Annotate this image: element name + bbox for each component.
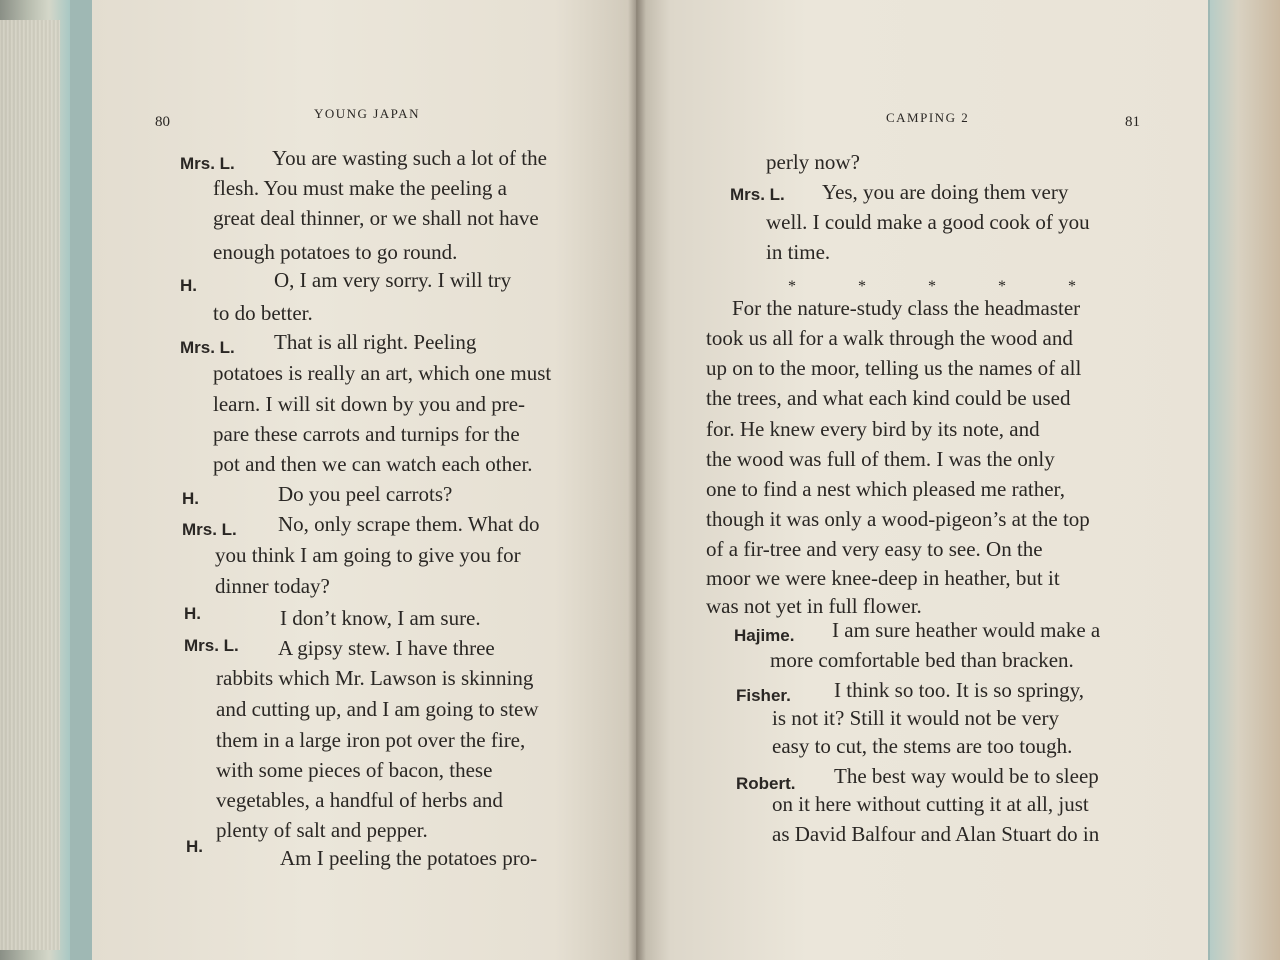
speaker-label: Mrs. L. [182,520,237,539]
text-line: A gipsy stew. I have three [278,636,495,660]
text-line: dinner today? [215,574,330,598]
text-line: to do better. [213,301,313,325]
text-line: well. I could make a good cook of you [766,210,1090,234]
right-page [636,0,1208,960]
text-line: more comfortable bed than bracken. [770,648,1074,672]
text-line: potatoes is really an art, which one must [213,361,552,385]
text-line: easy to cut, the stems are too tough. [772,734,1073,758]
text-line: as David Balfour and Alan Stuart do in [772,822,1100,846]
text-line: you think I am going to give you for [215,543,521,567]
speaker-label: Robert. [736,774,796,793]
text-line: perly now? [766,150,860,174]
right-running-head: CAMPING 2 [886,110,970,125]
right-page-number: 81 [1125,114,1140,130]
text-line: No, only scrape them. What do [278,512,540,536]
text-line: Am I peeling the potatoes pro- [280,846,538,870]
text-line: in time. [766,240,831,264]
speaker-label: H. [182,489,199,508]
speaker-label: Mrs. L. [730,185,785,204]
book-gutter [628,0,646,960]
text-line: learn. I will sit down by you and pre- [213,392,526,416]
speaker-label: Mrs. L. [180,338,235,357]
text-line: I am sure heather would make a [832,618,1101,642]
page-edges [0,20,60,950]
speaker-label: H. [186,837,203,856]
text-line: That is all right. Peeling [274,330,477,354]
text-line: I think so too. It is so springy, [834,678,1085,702]
speaker-label: H. [184,604,201,623]
text-line: plenty of salt and pepper. [216,818,428,842]
text-line: enough potatoes to go round. [213,240,458,264]
text-line: I don’t know, I am sure. [280,606,481,630]
text-line: took us all for a walk through the wood and [706,326,1073,350]
text-line: though it was only a wood-pigeon’s at the top [706,507,1090,531]
text-line: moor we were knee-deep in heather, but it [706,566,1060,590]
left-page-number: 80 [155,114,170,130]
text-line: vegetables, a handful of herbs and [216,788,503,812]
text-line: was not yet in full flower. [706,594,922,618]
text-line: the trees, and what each kind could be used [706,386,1071,410]
text-line: rabbits which Mr. Lawson is skinning [216,666,534,690]
speaker-label: Fisher. [736,686,791,705]
text-line: one to find a nest which pleased me rather, [706,477,1065,501]
text-line: flesh. You must make the peeling a [213,176,507,200]
text-line: them in a large iron pot over the fire, [216,728,526,752]
speaker-label: H. [180,276,197,295]
text-line: Yes, you are doing them very [822,180,1069,204]
text-line: pot and then we can watch each other. [213,452,533,476]
text-line: Do you peel carrots? [278,482,453,506]
text-line: great deal thinner, or we shall not have [213,206,539,230]
text-line: with some pieces of bacon, these [216,758,493,782]
text-line: of a fir-tree and very easy to see. On the [706,537,1043,561]
text-line: for. He knew every bird by its note, and [706,417,1040,441]
text-line: and cutting up, and I am going to stew [216,697,539,721]
left-page [92,0,636,960]
speaker-label: Hajime. [734,626,795,645]
text-line: on it here without cutting it at all, just [772,792,1089,816]
text-line: up on to the moor, telling us the names of all [706,356,1082,380]
section-break-stars: * * * * * [788,278,1076,295]
text-line: O, I am very sorry. I will try [274,268,512,292]
text-line: pare these carrots and turnips for the [213,422,520,446]
book-cover-right [1210,0,1280,960]
text-line: You are wasting such a lot of the [272,146,547,170]
speaker-label: Mrs. L. [184,636,239,655]
text-line: the wood was full of them. I was the only [706,447,1055,471]
text-line: For the nature-study class the headmaster [732,296,1081,320]
speaker-label: Mrs. L. [180,154,235,173]
left-running-head: YOUNG JAPAN [314,106,420,121]
text-line: is not it? Still it would not be very [772,706,1059,730]
text-line: The best way would be to sleep [834,764,1099,788]
